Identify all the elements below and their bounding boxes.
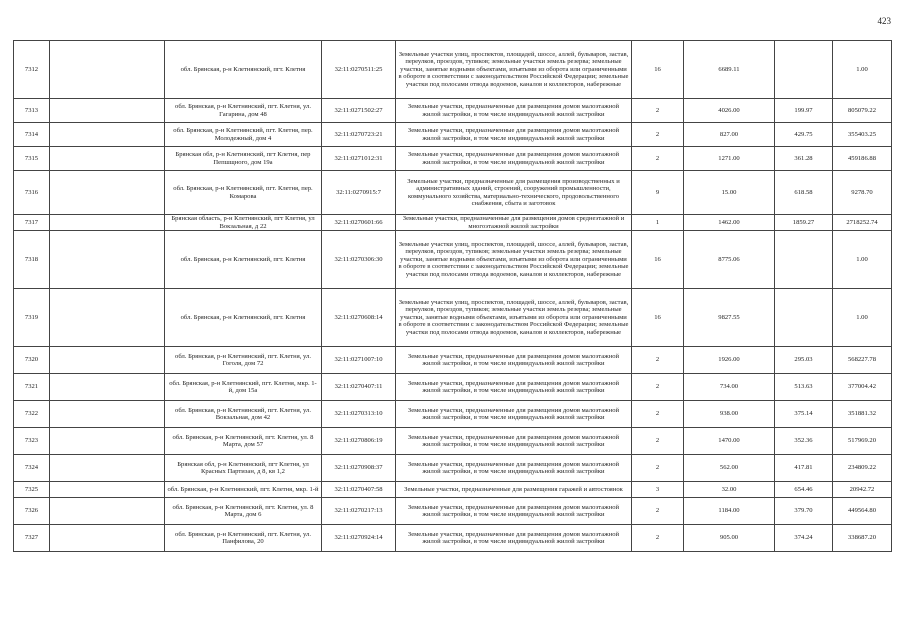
specific-value-cell: 654.46 — [775, 482, 833, 498]
empty-cell — [50, 215, 165, 231]
specific-value-cell: 379.70 — [775, 498, 833, 525]
area-cell: 938.00 — [684, 401, 775, 428]
specific-value-cell: 1859.27 — [775, 215, 833, 231]
table-row — [14, 347, 892, 374]
land-purpose-cell: Земельные участки, предназначенные для размещения домов малоэтажной жилой застройки, в том числе индивидуальной жилой застройки — [396, 99, 632, 123]
land-purpose-cell: Земельные участки, предназначенные для размещения домов малоэтажной жилой застройки, в том числе индивидуальной жилой застройки — [396, 525, 632, 552]
group-cell: 2 — [632, 401, 684, 428]
row-number-cell: 7324 — [14, 455, 50, 482]
page-number: 423 — [877, 16, 891, 26]
address-cell: обл. Брянская, р-н Клетнянский, пгт. Клетня, ул. Гагарина, дом 48 — [165, 99, 322, 123]
cadastral-value-table — [13, 40, 892, 552]
cadastral-value-cell: 459186.88 — [833, 147, 892, 171]
table-row — [14, 498, 892, 525]
area-cell: 4026.00 — [684, 99, 775, 123]
table-row — [14, 41, 892, 99]
group-cell: 2 — [632, 123, 684, 147]
cadastral-value-cell: 1.00 — [833, 41, 892, 99]
address-cell: обл. Брянская, р-н Клетнянский, пгт. Клетня, мкр. 1-й — [165, 482, 322, 498]
row-number-cell: 7327 — [14, 525, 50, 552]
specific-value-cell — [775, 41, 833, 99]
table-row — [14, 401, 892, 428]
address-cell: обл. Брянская, р-н Клетнянский, пгт. Клетня, ул. 8 Марта, дом 6 — [165, 498, 322, 525]
address-cell: Брянская обл, р-н Клетнянский, пгт Клетня, ул Красных Партизан, д 8, кв 1,2 — [165, 455, 322, 482]
row-number-cell: 7317 — [14, 215, 50, 231]
address-cell: обл. Брянская, р-н Клетнянский, пгт. Клетня, пер. Комарова — [165, 171, 322, 215]
area-cell: 9827.55 — [684, 289, 775, 347]
cadastral-value-cell: 2718252.74 — [833, 215, 892, 231]
cadastral-value-cell: 449564.80 — [833, 498, 892, 525]
cadastral-value-cell: 1.00 — [833, 231, 892, 289]
group-cell: 2 — [632, 347, 684, 374]
cadastral-number-cell: 32:11:0270723:21 — [322, 123, 396, 147]
address-cell: обл. Брянская, р-н Клетнянский, пгт. Клетня, ул. 8 Марта, дом 57 — [165, 428, 322, 455]
cadastral-value-cell: 805079.22 — [833, 99, 892, 123]
group-cell: 16 — [632, 231, 684, 289]
cadastral-number-cell: 32:11:0271502:27 — [322, 99, 396, 123]
area-cell: 1184.00 — [684, 498, 775, 525]
area-cell: 1462.00 — [684, 215, 775, 231]
row-number-cell: 7321 — [14, 374, 50, 401]
land-purpose-cell: Земельные участки улиц, проспектов, площадей, шоссе, аллей, бульваров, застав, переулков, проездов, тупиков; земельные участки земель резерва; земельные участки, занятые водными объектами, изъятыми из оборота или ограниченными в обороте в соответствии с законодательством Российской Федерации; земельные участки под полосами отвода водоемов, каналов и коллекторов, набережные — [396, 41, 632, 99]
group-cell: 16 — [632, 41, 684, 99]
cadastral-number-cell: 32:11:0270511:25 — [322, 41, 396, 99]
group-cell: 2 — [632, 99, 684, 123]
empty-cell — [50, 99, 165, 123]
cadastral-number-cell: 32:11:0270601:66 — [322, 215, 396, 231]
land-purpose-cell: Земельные участки, предназначенные для размещения домов малоэтажной жилой застройки, в том числе индивидуальной жилой застройки — [396, 498, 632, 525]
cadastral-value-cell: 517969.20 — [833, 428, 892, 455]
group-cell: 2 — [632, 147, 684, 171]
address-cell: обл. Брянская, р-н Клетнянский, пгт. Клетня, мкр. 1-й, дом 15а — [165, 374, 322, 401]
group-cell: 2 — [632, 525, 684, 552]
specific-value-cell — [775, 289, 833, 347]
land-purpose-cell: Земельные участки, предназначенные для размещения домов малоэтажной жилой застройки, в том числе индивидуальной жилой застройки — [396, 347, 632, 374]
cadastral-value-cell: 20942.72 — [833, 482, 892, 498]
address-cell: обл. Брянская, р-н Клетнянский, пгт. Клетня, ул. Вокзальная, дом 42 — [165, 401, 322, 428]
cadastral-number-cell: 32:11:0270908:37 — [322, 455, 396, 482]
empty-cell — [50, 428, 165, 455]
row-number-cell: 7320 — [14, 347, 50, 374]
empty-cell — [50, 374, 165, 401]
group-cell: 16 — [632, 289, 684, 347]
empty-cell — [50, 525, 165, 552]
table-row — [14, 428, 892, 455]
group-cell: 2 — [632, 498, 684, 525]
area-cell: 1271.00 — [684, 147, 775, 171]
row-number-cell: 7325 — [14, 482, 50, 498]
cadastral-value-cell: 377004.42 — [833, 374, 892, 401]
empty-cell — [50, 41, 165, 99]
table-row — [14, 525, 892, 552]
empty-cell — [50, 231, 165, 289]
row-number-cell: 7319 — [14, 289, 50, 347]
table-row — [14, 171, 892, 215]
area-cell: 827.00 — [684, 123, 775, 147]
cadastral-number-cell: 32:11:0270217:13 — [322, 498, 396, 525]
land-purpose-cell: Земельные участки улиц, проспектов, площадей, шоссе, аллей, бульваров, застав, переулков, проездов, тупиков; земельные участки земель резерва; земельные участки, занятые водными объектами, изъятыми из оборота или ограниченными в обороте в соответствии с законодательством Российской Федерации; земельные участки под полосами отвода водоемов, каналов и коллекторов, набережные — [396, 231, 632, 289]
group-cell: 2 — [632, 374, 684, 401]
specific-value-cell: 417.81 — [775, 455, 833, 482]
land-purpose-cell: Земельные участки, предназначенные для размещения домов малоэтажной жилой застройки, в том числе индивидуальной жилой застройки — [396, 374, 632, 401]
cadastral-number-cell: 32:11:0270915:7 — [322, 171, 396, 215]
empty-cell — [50, 347, 165, 374]
cadastral-value-cell: 568227.78 — [833, 347, 892, 374]
specific-value-cell: 352.36 — [775, 428, 833, 455]
row-number-cell: 7318 — [14, 231, 50, 289]
specific-value-cell: 429.75 — [775, 123, 833, 147]
row-number-cell: 7322 — [14, 401, 50, 428]
table-row — [14, 482, 892, 498]
empty-cell — [50, 498, 165, 525]
land-purpose-cell: Земельные участки, предназначенные для размещения производственных и административных зданий, строений, сооружений промышленности, коммунального хозяйства, материально-технического, продовольственного снабжения, сбыта и заготовок — [396, 171, 632, 215]
cadastral-value-cell: 338687.20 — [833, 525, 892, 552]
group-cell: 3 — [632, 482, 684, 498]
row-number-cell: 7316 — [14, 171, 50, 215]
table-row — [14, 455, 892, 482]
group-cell: 9 — [632, 171, 684, 215]
row-number-cell: 7314 — [14, 123, 50, 147]
table-row — [14, 289, 892, 347]
specific-value-cell: 374.24 — [775, 525, 833, 552]
cadastral-value-cell: 355403.25 — [833, 123, 892, 147]
cadastral-number-cell: 32:11:0270806:19 — [322, 428, 396, 455]
empty-cell — [50, 171, 165, 215]
address-cell: Брянская обл, р-н Клетнянский, пгт Клетня, пер Пепшщного, дом 19а — [165, 147, 322, 171]
cadastral-number-cell: 32:11:0270407:11 — [322, 374, 396, 401]
area-cell: 8775.06 — [684, 231, 775, 289]
cadastral-value-cell: 351881.32 — [833, 401, 892, 428]
area-cell: 734.00 — [684, 374, 775, 401]
cadastral-value-cell: 234809.22 — [833, 455, 892, 482]
address-cell: обл. Брянская, р-н Клетнянский, пгт. Клетня — [165, 231, 322, 289]
area-cell: 1926.00 — [684, 347, 775, 374]
area-cell: 1470.00 — [684, 428, 775, 455]
group-cell: 2 — [632, 455, 684, 482]
specific-value-cell — [775, 231, 833, 289]
specific-value-cell: 361.28 — [775, 147, 833, 171]
table-row — [14, 374, 892, 401]
specific-value-cell: 513.63 — [775, 374, 833, 401]
cadastral-value-cell: 1.00 — [833, 289, 892, 347]
land-purpose-cell: Земельные участки улиц, проспектов, площадей, шоссе, аллей, бульваров, застав, переулков, проездов, тупиков; земельные участки земель резерва; земельные участки, занятые водными объектами, изъятыми из оборота или ограниченными в обороте в соответствии с законодательством Российской Федерации; земельные участки под полосами отвода водоемов, каналов и коллекторов, набережные — [396, 289, 632, 347]
address-cell: Брянская область, р-н Клетнянский, пгт Клетня, ул Вокзальная, д 22 — [165, 215, 322, 231]
area-cell: 905.00 — [684, 525, 775, 552]
specific-value-cell: 199.97 — [775, 99, 833, 123]
cadastral-number-cell: 32:11:0270313:10 — [322, 401, 396, 428]
cadastral-number-cell: 32:11:0271007:10 — [322, 347, 396, 374]
address-cell: обл. Брянская, р-н Клетнянский, пгт. Клетня — [165, 41, 322, 99]
address-cell: обл. Брянская, р-н Клетнянский, пгт. Клетня — [165, 289, 322, 347]
specific-value-cell: 295.03 — [775, 347, 833, 374]
address-cell: обл. Брянская, р-н Клетнянский, пгт. Клетня, ул. Панфилова, 20 — [165, 525, 322, 552]
row-number-cell: 7313 — [14, 99, 50, 123]
area-cell: 6689.11 — [684, 41, 775, 99]
empty-cell — [50, 482, 165, 498]
empty-cell — [50, 147, 165, 171]
cadastral-number-cell: 32:11:0270924:14 — [322, 525, 396, 552]
row-number-cell: 7312 — [14, 41, 50, 99]
area-cell: 562.00 — [684, 455, 775, 482]
table-row — [14, 231, 892, 289]
land-purpose-cell: Земельные участки, предназначенные для размещения домов малоэтажной жилой застройки, в том числе индивидуальной жилой застройки — [396, 428, 632, 455]
cadastral-number-cell: 32:11:0270407:58 — [322, 482, 396, 498]
table-row — [14, 99, 892, 123]
cadastral-number-cell: 32:11:0270306:30 — [322, 231, 396, 289]
row-number-cell: 7315 — [14, 147, 50, 171]
land-purpose-cell: Земельные участки, предназначенные для размещения домов малоэтажной жилой застройки, в том числе индивидуальной жилой застройки — [396, 123, 632, 147]
table-row — [14, 123, 892, 147]
land-purpose-cell: Земельные участки, предназначенные для размещения гаражей и автостоянок — [396, 482, 632, 498]
cadastral-number-cell: 32:11:0270608:14 — [322, 289, 396, 347]
row-number-cell: 7323 — [14, 428, 50, 455]
area-cell: 32.00 — [684, 482, 775, 498]
group-cell: 2 — [632, 428, 684, 455]
empty-cell — [50, 123, 165, 147]
table-row — [14, 215, 892, 231]
specific-value-cell: 618.58 — [775, 171, 833, 215]
empty-cell — [50, 401, 165, 428]
empty-cell — [50, 289, 165, 347]
cadastral-number-cell: 32:11:0271012:31 — [322, 147, 396, 171]
land-purpose-cell: Земельные участки, предназначенные для размещения домов малоэтажной жилой застройки, в том числе индивидуальной жилой застройки — [396, 401, 632, 428]
land-purpose-cell: Земельные участки, предназначенные для размещения домов среднеэтажной и многоэтажной жилой застройки — [396, 215, 632, 231]
address-cell: обл. Брянская, р-н Клетнянский, пгт. Клетня, пер. Молодежный, дом 4 — [165, 123, 322, 147]
specific-value-cell: 375.14 — [775, 401, 833, 428]
table-row — [14, 147, 892, 171]
cadastral-value-cell: 9278.70 — [833, 171, 892, 215]
address-cell: обл. Брянская, р-н Клетнянский, пгт. Клетня, ул. Гоголя, дом 72 — [165, 347, 322, 374]
land-purpose-cell: Земельные участки, предназначенные для размещения домов малоэтажной жилой застройки, в том числе индивидуальной жилой застройки — [396, 147, 632, 171]
area-cell: 15.00 — [684, 171, 775, 215]
land-purpose-cell: Земельные участки, предназначенные для размещения домов малоэтажной жилой застройки, в том числе индивидуальной жилой застройки — [396, 455, 632, 482]
row-number-cell: 7326 — [14, 498, 50, 525]
group-cell: 1 — [632, 215, 684, 231]
empty-cell — [50, 455, 165, 482]
